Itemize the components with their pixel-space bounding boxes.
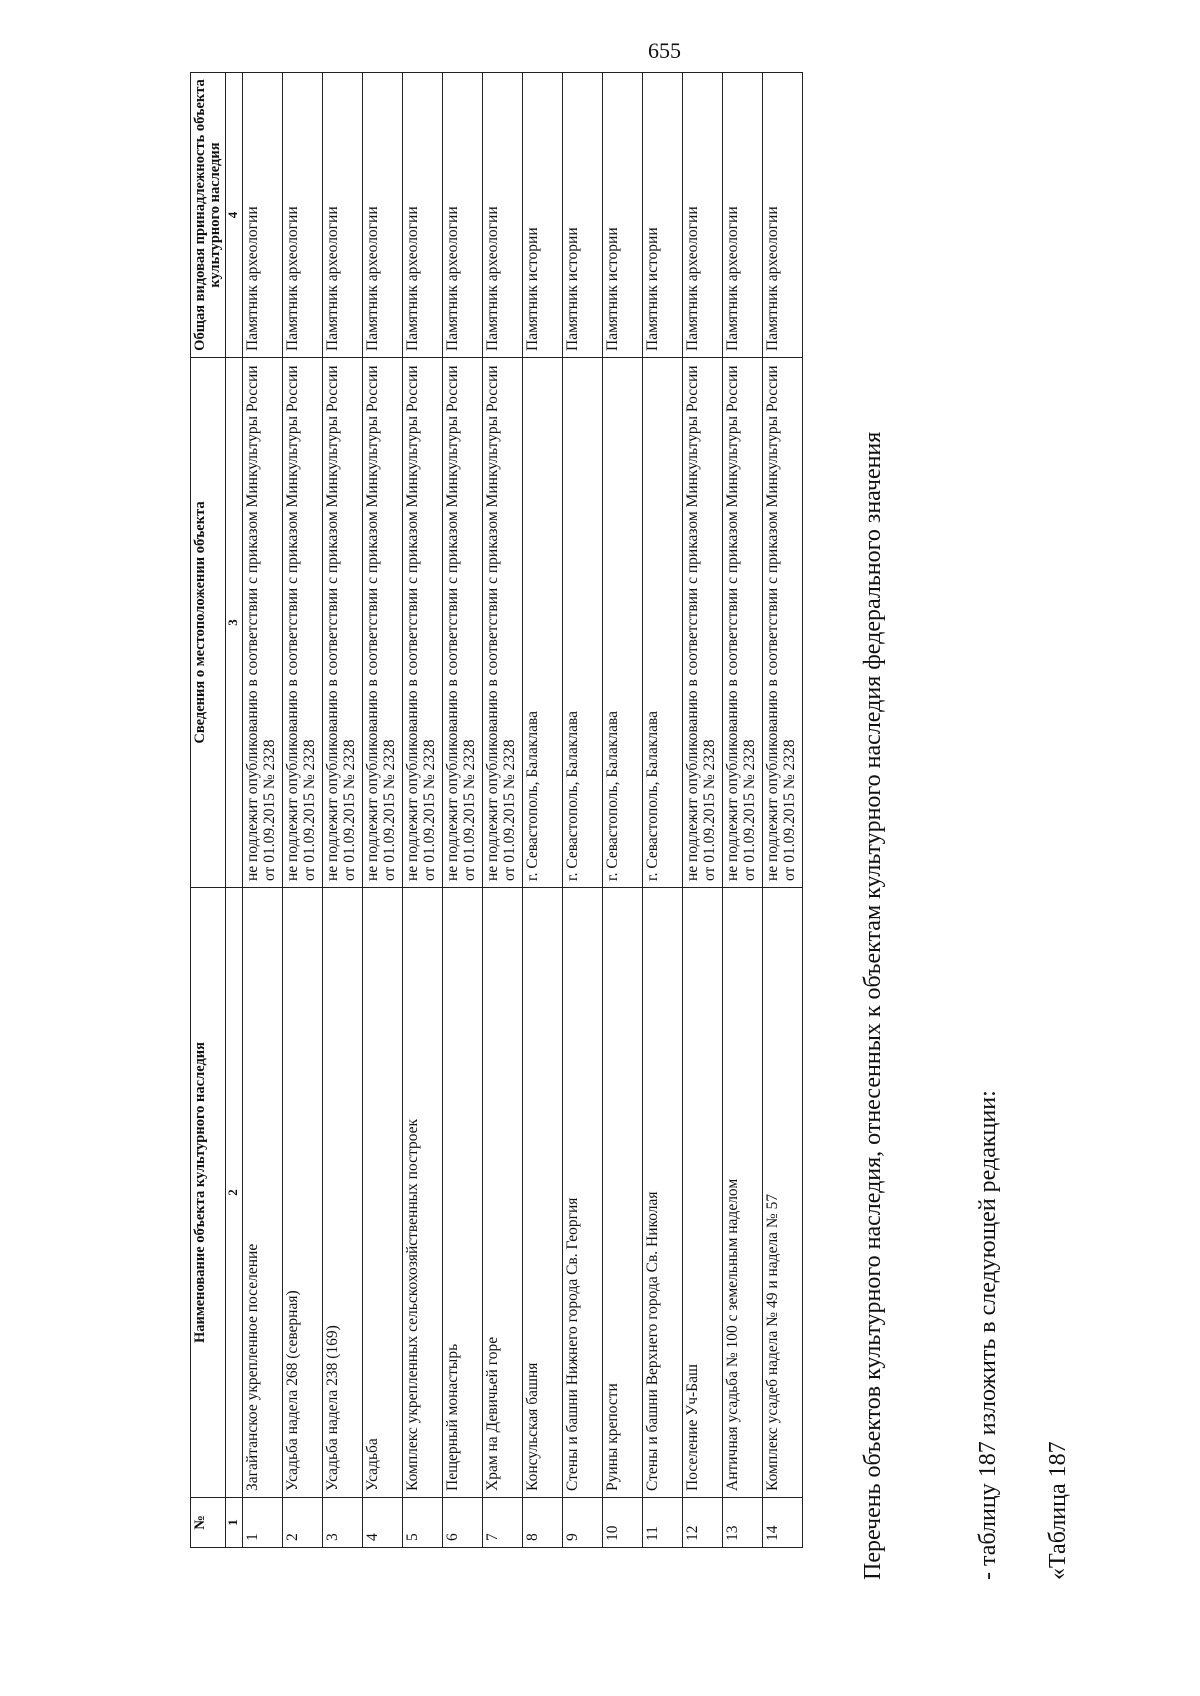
row-number: 6 [443,1498,483,1548]
object-category: Памятник археологии [683,73,723,358]
table-label: «Таблица 187 [1045,1441,1071,1580]
header-location: Сведения о местоположении объекта [191,358,226,888]
object-category: Памятник археологии [723,73,763,358]
intro-text: - таблицу 187 изложить в следующей редакции: [975,1090,1001,1580]
row-number: 2 [283,1498,323,1548]
object-location: г. Севастополь, Балаклава [523,358,563,888]
object-category: Памятник истории [523,73,563,358]
object-location: не подлежит опубликованию в соответствии с приказом Минкультуры России от 01.09.2015 № 2328 [363,358,403,888]
table-row [283,73,323,1548]
object-location: г. Севастополь, Балаклава [643,358,683,888]
object-category: Памятник археологии [483,73,523,358]
object-name: Руины крепости [603,888,643,1498]
column-number: 4 [226,73,243,358]
table-row [443,73,483,1548]
header-object-name: Наименование объекта культурного наследия [191,888,226,1498]
object-category: Памятник археологии [763,73,803,358]
row-number: 5 [403,1498,443,1548]
table-row [643,73,683,1548]
table-row [403,73,443,1548]
heritage-table [190,72,803,1548]
table-heading: Перечень объектов культурного наследия, отнесенных к объектам культурного наследия федерального значения [860,431,886,1580]
object-location: не подлежит опубликованию в соответствии с приказом Минкультуры России от 01.09.2015 № 2328 [443,358,483,888]
object-name: Усадьба [363,888,403,1498]
object-category: Памятник археологии [403,73,443,358]
row-number: 10 [603,1498,643,1548]
object-location: не подлежит опубликованию в соответствии с приказом Минкультуры России от 01.09.2015 № 2328 [323,358,363,888]
page-number: 655 [648,38,681,63]
row-number: 14 [763,1498,803,1548]
object-category: Памятник истории [603,73,643,358]
object-location: не подлежит опубликованию в соответствии с приказом Минкультуры России от 01.09.2015 № 2328 [763,358,803,888]
object-name: Усадьба надела 268 (северная) [283,888,323,1498]
column-number: 1 [226,1498,243,1548]
object-name: Консульская башня [523,888,563,1498]
object-location: не подлежит опубликованию в соответствии с приказом Минкультуры России от 01.09.2015 № 2328 [683,358,723,888]
table-row [323,73,363,1548]
object-category: Памятник археологии [323,73,363,358]
object-name: Загайтанское укрепленное поселение [243,888,283,1498]
object-category: Памятник археологии [283,73,323,358]
row-number: 12 [683,1498,723,1548]
object-name: Поселение Уч-Баш [683,888,723,1498]
table-row [363,73,403,1548]
object-name: Стены и башни Нижнего города Св. Георгия [563,888,603,1498]
row-number: 3 [323,1498,363,1548]
object-location: г. Севастополь, Балаклава [603,358,643,888]
object-category: Памятник истории [643,73,683,358]
row-number: 7 [483,1498,523,1548]
column-number-row [226,73,243,1548]
row-number: 9 [563,1498,603,1548]
object-category: Памятник истории [563,73,603,358]
object-name: Усадьба надела 238 (169) [323,888,363,1498]
header-number: № [191,1498,226,1548]
row-number: 8 [523,1498,563,1548]
row-number: 13 [723,1498,763,1548]
rotated-landscape-content [175,0,1185,1610]
row-number: 1 [243,1498,283,1548]
table-row [723,73,763,1548]
table-row [523,73,563,1548]
object-name: Античная усадьба № 100 с земельным наделом [723,888,763,1498]
table-row [763,73,803,1548]
table-header-row [191,73,226,1548]
table-row [683,73,723,1548]
object-category: Памятник археологии [363,73,403,358]
object-name: Комплекс усадеб надела № 49 и надела № 57 [763,888,803,1498]
object-location: не подлежит опубликованию в соответствии с приказом Минкультуры России от 01.09.2015 № 2328 [243,358,283,888]
object-location: не подлежит опубликованию в соответствии с приказом Минкультуры России от 01.09.2015 № 2328 [483,358,523,888]
row-number: 4 [363,1498,403,1548]
object-category: Памятник археологии [443,73,483,358]
object-name: Комплекс укрепленных сельскохозяйственных построек [403,888,443,1498]
row-number: 11 [643,1498,683,1548]
object-category: Памятник археологии [243,73,283,358]
column-number: 2 [226,888,243,1498]
object-location: г. Севастополь, Балаклава [563,358,603,888]
header-category: Общая видовая принадлежность объекта культурного наследия [191,73,226,358]
object-location: не подлежит опубликованию в соответствии с приказом Минкультуры России от 01.09.2015 № 2328 [403,358,443,888]
object-location: не подлежит опубликованию в соответствии с приказом Минкультуры России от 01.09.2015 № 2328 [283,358,323,888]
object-name: Пещерный монастырь [443,888,483,1498]
heritage-table-wrapper [190,73,815,1548]
object-name: Храм на Девичьей горе [483,888,523,1498]
object-name: Стены и башни Верхнего города Св. Николая [643,888,683,1498]
table-row [243,73,283,1548]
table-row [483,73,523,1548]
object-location: не подлежит опубликованию в соответствии с приказом Минкультуры России от 01.09.2015 № 2328 [723,358,763,888]
table-body [243,73,803,1548]
column-number: 3 [226,358,243,888]
table-row [603,73,643,1548]
table-row [563,73,603,1548]
